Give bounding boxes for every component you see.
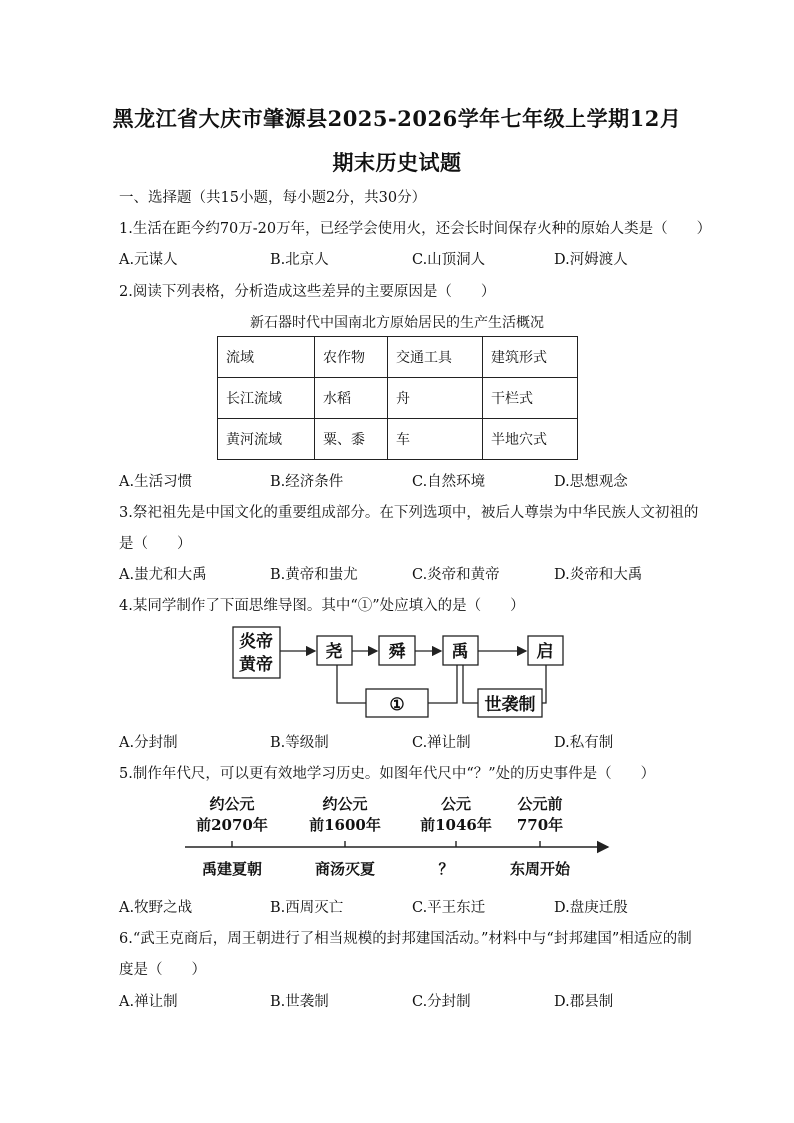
q2-option-a[interactable]: A.生活习惯 — [119, 474, 193, 490]
table-cell: 水稻 — [315, 378, 388, 419]
table-cell: 舟 — [388, 378, 483, 419]
node-hereditary: 世袭制 — [484, 695, 536, 715]
timeline-date-4-line2: 770年 — [516, 816, 564, 834]
table-cell: 交通工具 — [388, 337, 483, 378]
q4-option-c[interactable]: C.禅让制 — [412, 735, 471, 751]
q2-table — [217, 336, 578, 460]
q6-option-b[interactable]: B.世袭制 — [270, 994, 329, 1010]
q1-option-c[interactable]: C.山顶洞人 — [412, 252, 486, 268]
q4-option-d[interactable]: D.私有制 — [554, 735, 614, 751]
timeline-date-2-line2: 前1600年 — [309, 816, 381, 834]
timeline-event-1: 禹建夏朝 — [201, 860, 263, 878]
page-title-line1: 黑龙江省大庆市肇源县2025-2026学年七年级上学期12月 — [112, 106, 682, 131]
q5-option-d[interactable]: D.盘庚迁殷 — [554, 900, 628, 916]
node-qi: 启 — [536, 642, 554, 662]
q3-option-b[interactable]: B.黄帝和蚩尤 — [270, 567, 358, 583]
table-cell: 长江流域 — [218, 378, 315, 419]
timeline-date-3-line2: 前1046年 — [420, 816, 492, 834]
q3-stem-line1: 3.祭祀祖先是中国文化的重要组成部分。在下列选项中，被后人尊崇为中华民族人文初祖的 — [119, 505, 699, 521]
q2-option-d[interactable]: D.思想观念 — [554, 474, 628, 490]
q3-option-a[interactable]: A.蚩尤和大禹 — [119, 567, 207, 583]
timeline-date-3-line1: 公元 — [440, 795, 472, 813]
connector — [337, 665, 366, 703]
table-cell: 干栏式 — [483, 378, 578, 419]
timeline-date-1-line1: 约公元 — [209, 795, 255, 813]
table-cell: 流域 — [218, 337, 315, 378]
q2-stem: 2.阅读下列表格，分析造成这些差异的主要原因是（ ） — [119, 284, 496, 300]
node-yao: 尧 — [325, 642, 343, 662]
table-row — [218, 337, 578, 378]
node-yu: 禹 — [451, 642, 469, 662]
table-row — [218, 378, 578, 419]
table-cell: 农作物 — [315, 337, 388, 378]
q5-option-a[interactable]: A.牧野之战 — [119, 900, 193, 916]
q4-mind-map — [220, 620, 600, 725]
q4-option-b[interactable]: B.等级制 — [270, 735, 329, 751]
q5-option-b[interactable]: B.西周灭亡 — [270, 900, 344, 916]
q6-option-a[interactable]: A.禅让制 — [119, 994, 178, 1010]
q1-option-d[interactable]: D.河姆渡人 — [554, 252, 628, 268]
timeline-event-2: 商汤灭夏 — [314, 860, 376, 878]
q5-stem: 5.制作年代尺，可以更有效地学习历史。如图年代尺中“？”处的历史事件是（ ） — [119, 766, 656, 782]
q2-table-caption: 新石器时代中国南北方原始居民的生产生活概况 — [250, 315, 544, 331]
q4-stem: 4.某同学制作了下面思维导图。其中“①”处应填入的是（ ） — [119, 598, 525, 614]
timeline-date-1-line2: 前2070年 — [196, 816, 268, 834]
q5-timeline — [180, 792, 620, 884]
timeline-event-3: ？ — [438, 860, 454, 878]
q1-option-b[interactable]: B.北京人 — [270, 252, 329, 268]
connector — [463, 665, 478, 703]
timeline-date-2-line1: 约公元 — [322, 795, 368, 813]
node-start-line1: 炎帝 — [239, 632, 273, 652]
q5-option-c[interactable]: C.平王东迁 — [412, 900, 486, 916]
q3-option-d[interactable]: D.炎帝和大禹 — [554, 567, 643, 583]
connector — [428, 665, 457, 703]
timeline-date-4-line1: 公元前 — [517, 795, 563, 813]
q2-option-b[interactable]: B.经济条件 — [270, 474, 344, 490]
table-cell: 建筑形式 — [483, 337, 578, 378]
node-shun: 舜 — [388, 642, 406, 662]
q1-option-a[interactable]: A.元谋人 — [119, 252, 178, 268]
q6-stem-line1: 6.“武王克商后，周王朝进行了相当规模的封邦建国活动。”材料中与“封邦建国”相适应的制 — [119, 931, 692, 947]
node-blank: ① — [389, 695, 405, 715]
table-row — [218, 419, 578, 460]
q6-option-c[interactable]: C.分封制 — [412, 994, 471, 1010]
q6-stem-line2: 度是（ ） — [119, 962, 206, 978]
table-cell: 黄河流域 — [218, 419, 315, 460]
node-start-line2: 黄帝 — [239, 655, 273, 675]
section-heading: 一、选择题（共15小题，每小题2分，共30分） — [119, 190, 427, 206]
q3-option-c[interactable]: C.炎帝和黄帝 — [412, 567, 500, 583]
table-cell: 车 — [388, 419, 483, 460]
q6-option-d[interactable]: D.郡县制 — [554, 994, 614, 1010]
timeline-event-4: 东周开始 — [509, 860, 571, 878]
table-cell: 粟、黍 — [315, 419, 388, 460]
q1-stem: 1.生活在距今约70万-20万年，已经学会使用火，还会长时间保存火种的原始人类是（ ） — [119, 221, 712, 237]
page-title-line2: 期末历史试题 — [332, 150, 462, 175]
q4-option-a[interactable]: A.分封制 — [119, 735, 178, 751]
table-cell: 半地穴式 — [483, 419, 578, 460]
q2-option-c[interactable]: C.自然环境 — [412, 474, 486, 490]
q3-stem-line2: 是（ ） — [119, 536, 192, 552]
